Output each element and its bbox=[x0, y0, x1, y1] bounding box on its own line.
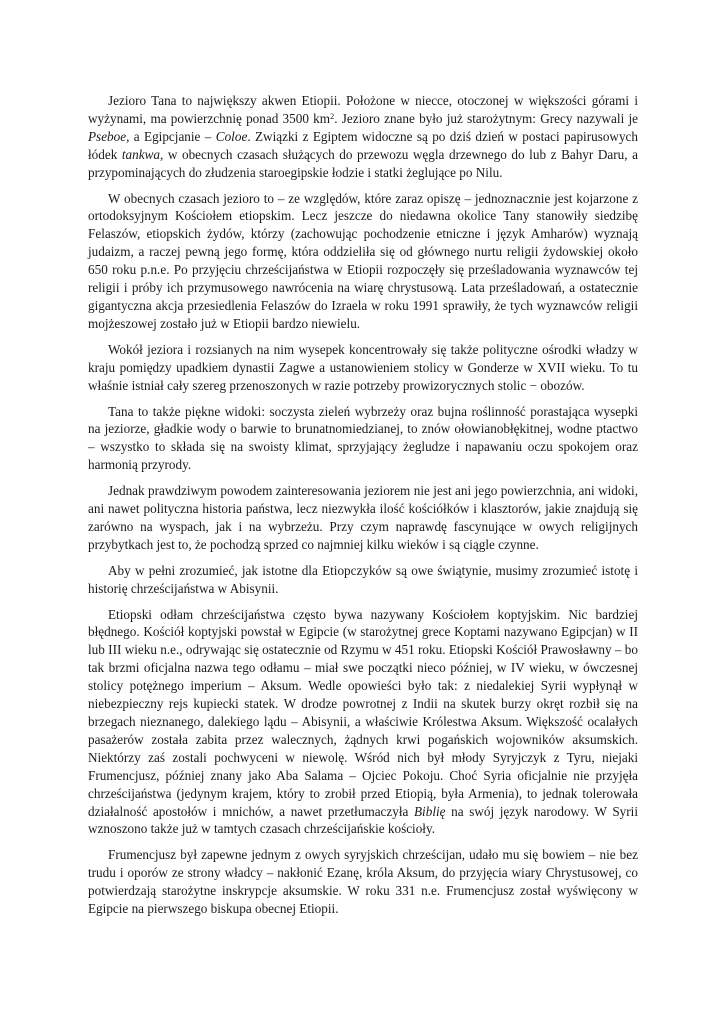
paragraph-frumencjusz: Frumencjusz był zapewne jednym z owych syryjskich chrześcijan, udało mu się bowiem – nie bez trudu i oporów ze strony władcy – nakłonić Ezanę, króla Aksum, do przyjęcia wiary Chrystusowej, co potwierdzają starożytne inskrypcje aksumskie. W roku 331 n.e. Frumencjusz został wyświęcony w Egipcie na pierwszego biskupa obecnej Etiopii. bbox=[88, 847, 638, 917]
paragraph-political-centers: Wokół jeziora i rozsianych na nim wysepek koncentrowały się także polityczne ośrodki władzy w kraju pomiędzy upadkiem dynastii Zagwe a ustanowieniem stolicy w Gonderze w XVII wieku. To tu właśnie istniał cały szereg przenoszonych w razie potrzeby prowizorycznych stolic − obozów. bbox=[88, 341, 638, 393]
paragraph-ethiopian-church-history: Etiopski odłam chrześcijaństwa często bywa nazywany Kościołem koptyjskim. Nic bardziej błędnego. Kościół koptyjski powstał w Egipcie (w starożytnej grece Koptami nazywano Egipcjan) w II lub III wieku n.e., odrywając się ostatecznie od Rzymu w 451 roku. Etiopski Kościół Prawosławny – bo tak brzmi oficjalna nazwa tego odłamu – miał swe początki nieco później, w IV wieku, w ówczesnej stolicy potężnego imperium – Aksum. Wedle opowieści było tak: z niedalekiej Syrii wypłynął w niebezpieczny rejs kupiecki statek. W drodze powrotnej z Indii na skutek burzy okręt rozbił się na brzegach nieznanego, dalekiego lądu – Abisynii, a właściwie Królestwa Aksum. Większość ocalałych pasażerów została zabita przez walecznych, żądnych krwi pogańskich wojowników aksumskich. Niektórzy zaś zostali pochwyceni w niewolę. Wśród nich był młody Syryjczyk z Tyru, niejaki Frumencjusz, później znany jako Aba Salama – Ojciec Pokoju. Choć Syria oficjalnie nie przyjęła chrześcijaństwa (jedynym krajem, który to zrobił przed Etiopią, była Armenia), to jednak tolerowała działalność apostołów i mnichów, a nawet przetłumaczyła Biblię na swój język narodowy. W Syrii wznoszono także już w tamtych czasach chrześcijańskie kościoły. bbox=[88, 606, 638, 837]
paragraph-churches: Jednak prawdziwym powodem zainteresowania jeziorem nie jest ani jego powierzchnia, ani widoki, ani nawet polityczna historia państwa, lecz niezwykła ilość kościółków i klasztorów, jakie znajdują się zarówno na wyspach, jak i na wybrzeżu. Przy czym naprawdę fascynujące w owych religijnych przybytkach jest to, że pochodzą sprzed co najmniej kilku wieków i są ciągle czynne. bbox=[88, 483, 638, 552]
italic-coloe: Coloe bbox=[215, 128, 248, 144]
paragraph-understanding: Aby w pełni zrozumieć, jak istotne dla Etiopczyków są owe świątynie, musimy zrozumieć istotę i historię chrześcijaństwa w Abisynii. bbox=[88, 562, 638, 596]
document-page bbox=[88, 92, 638, 926]
italic-biblie: Biblię bbox=[414, 803, 446, 819]
paragraph-felasze: W obecnych czasach jezioro to – ze względów, które zaraz opiszę – jednoznacznie jest kojarzone z ortodoksyjnym Kościołem etiopskim. Lecz jeszcze do niedawna okolice Tany stanowiły siedzibę Felaszów, etiopskich żydów, którzy (zachowując pochodzenie etniczne i język Amharów) wyznają judaizm, a raczej pewną jego formę, która oddzieliła się od głównego nurtu religii żydowskiej około 650 roku p.n.e. Po przyjęciu chrześcijaństwa w Etiopii rozpoczęły się prześladowania wyznawców tej religii i próby ich przymusowego nawrócenia na wiarę chrystusową. Lata prześladowań, a ostatecznie gigantyczna akcja przesiedlenia Felaszów do Izraela w roku 1991 sprawiły, że tych wyznawców religii mojżeszowej zostało już w Etiopii bardzo niewielu. bbox=[88, 190, 638, 331]
paragraph-views: Tana to także piękne widoki: soczysta zieleń wybrzeży oraz bujna roślinność porastająca wysepki na jeziorze, gładkie wody o barwie to brunatnomiedzianej, to znów ołowianobłękitnej, wodne ptactwo – wszystko to składa się na swoisty klimat, sprzyjający żegludze i napawaniu oczu spokojem oraz harmonią przyrody. bbox=[88, 403, 638, 473]
paragraph-lake-tana-intro: Jezioro Tana to największy akwen Etiopii. Położone w niecce, otoczonej w większości górami i wyżynami, ma powierzchnię ponad 3500 $km^2$. Jezioro znane było już starożytnym: Grecy nazywali je Pseboe, a Egipcjanie – Coloe. Związki z Egiptem widoczne są po dziś dzień w postaci papirusowych łódek tankwa, w obecnych czasach służących do przewozu węgla drzewnego do lub z Bahyr Daru, a przypominających do złudzenia staroegipskie łodzie i statki żeglujące po Nilu. bbox=[88, 93, 638, 180]
superscript-2: 2 bbox=[330, 110, 335, 121]
italic-tankwa: tankwa bbox=[121, 146, 160, 162]
italic-pseboe: Pseboe bbox=[88, 128, 127, 144]
